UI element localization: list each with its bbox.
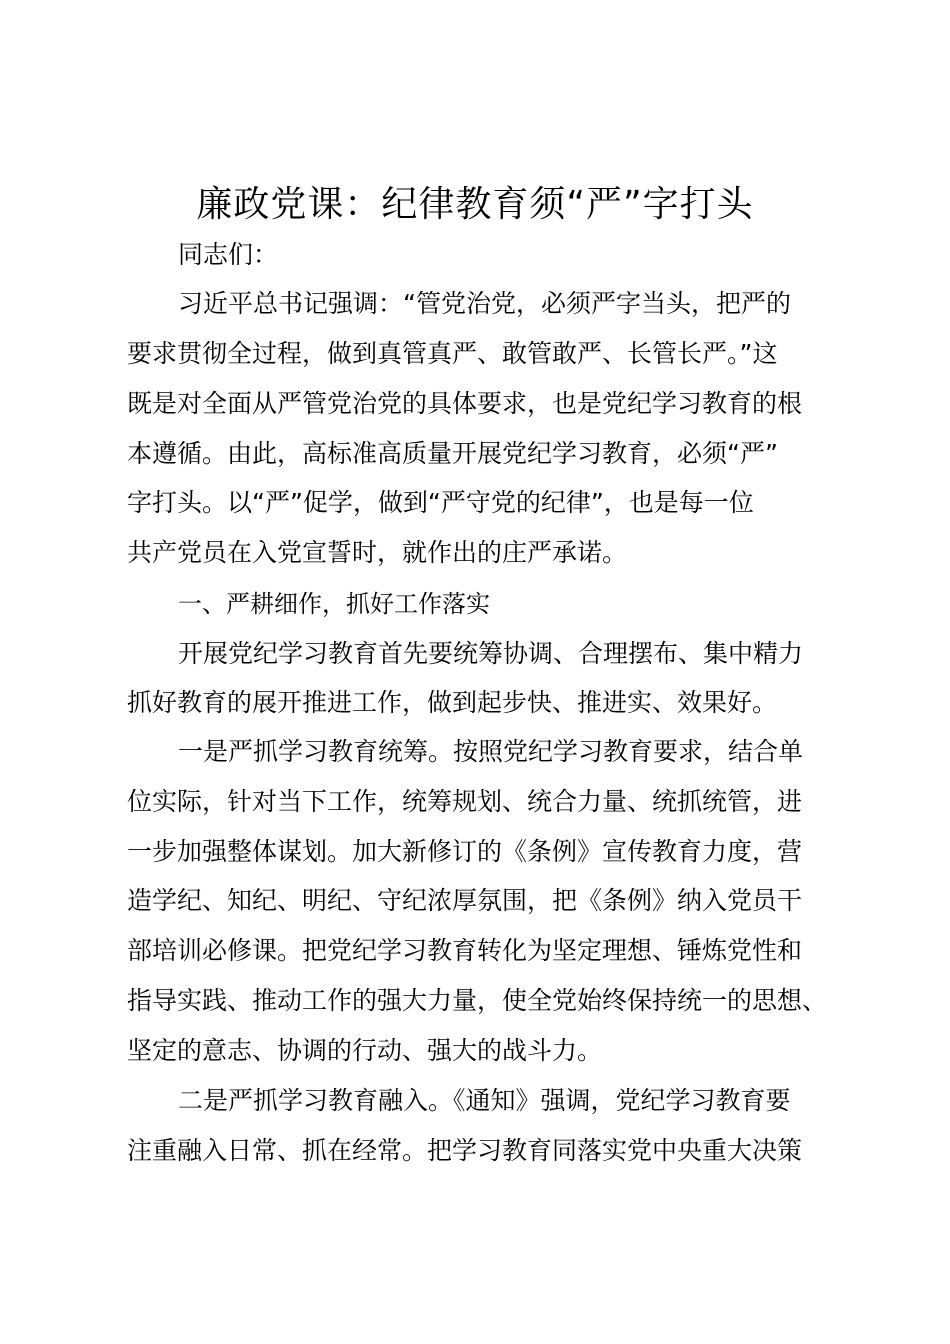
text-line: 习近平总书记强调：“管党治党，必须严字当头，把严的 [178,289,791,318]
text-line: 要求贯彻全过程，做到真管真严、敢管敢严、长管长严。”这 [127,339,778,368]
text-line: 指导实践、推动工作的强大力量，使全党始终保持统一的思想、 [127,986,828,1015]
text-line: 一步加强整体谋划。加大新修订的《条例》宣传教育力度，营 [127,837,803,866]
text-line: 位实际，针对当下工作，统筹规划、统合力量、统抓统管，进 [127,787,803,816]
text-line: 二是严抓学习教育融入。《通知》强调，党纪学习教育要 [178,1086,791,1115]
greeting: 同志们： [178,240,279,269]
text-line: 共产党员在入党宣誓时，就作出的庄严承诺。 [127,538,628,567]
text-line: 坚定的意志、协调的行动、强大的战斗力。 [127,1036,603,1065]
text-line: 一是严抓学习教育统筹。按照党纪学习教育要求，结合单 [178,737,804,766]
text-line: 抓好教育的展开推进工作，做到起步快、推进实、效果好。 [127,688,778,717]
text-line: 既是对全面从严管党治党的具体要求，也是党纪学习教育的根 [127,389,803,418]
text-line: 造学纪、知纪、明纪、守纪浓厚氛围，把《条例》纳入党员干 [127,886,803,915]
text-line: 注重融入日常、抓在经常。把学习教育同落实党中央重大决策 [127,1136,803,1165]
section-heading: 一、严耕细作，抓好工作落实 [178,590,490,618]
text-line: 开展党纪学习教育首先要统筹协调、合理摆布、集中精力 [178,639,804,668]
text-line: 部培训必修课。把党纪学习教育转化为坚定理想、锤炼党性和 [127,936,803,965]
text-line: 本遵循。由此，高标准高质量开展党纪学习教育，必须“严” [127,439,778,468]
text-line: 字打头。以“严”促学，做到“严守党的纪律”，也是每一位 [127,488,754,517]
document-title: 廉政党课：纪律教育须“严”字打头 [196,184,754,225]
